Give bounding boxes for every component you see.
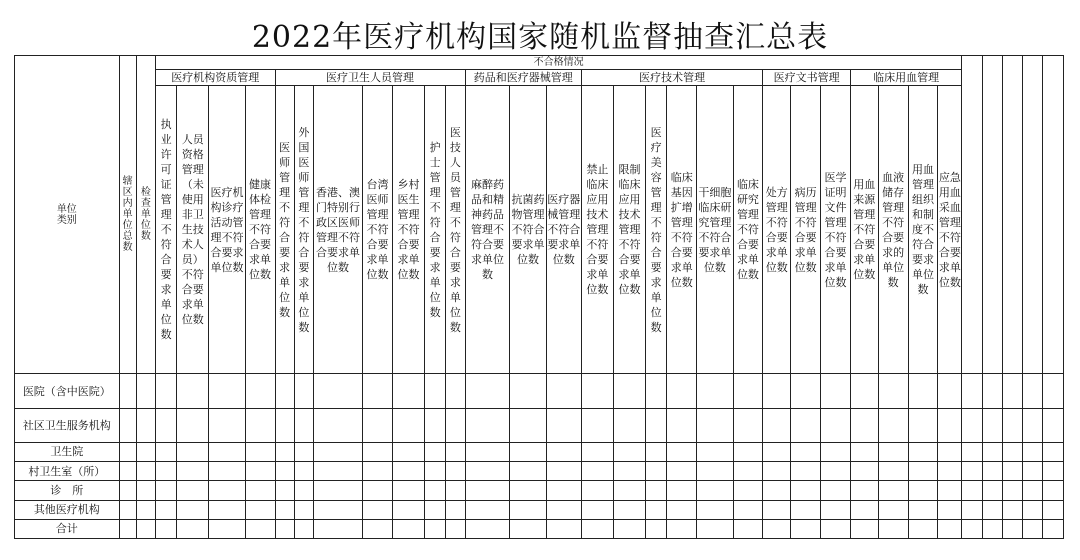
empty-cell bbox=[275, 500, 294, 519]
empty-cell bbox=[424, 519, 445, 538]
empty-cell bbox=[275, 481, 294, 500]
empty-cell bbox=[645, 442, 666, 461]
empty-cell bbox=[465, 481, 510, 500]
empty-cell bbox=[962, 481, 982, 500]
empty-cell bbox=[938, 462, 962, 481]
empty-cell bbox=[763, 500, 791, 519]
empty-cell bbox=[392, 442, 424, 461]
empty-cell bbox=[119, 442, 136, 461]
empty-cell bbox=[465, 374, 510, 408]
empty-cell bbox=[392, 500, 424, 519]
empty-cell bbox=[363, 462, 393, 481]
empty-cell bbox=[446, 519, 465, 538]
empty-cell bbox=[546, 462, 581, 481]
empty-cell bbox=[791, 519, 821, 538]
empty-cell bbox=[791, 408, 821, 442]
empty-cell bbox=[962, 408, 982, 442]
blank-header-cell bbox=[982, 56, 1002, 374]
empty-cell bbox=[363, 442, 393, 461]
empty-cell bbox=[546, 442, 581, 461]
empty-cell bbox=[1043, 374, 1064, 408]
empty-cell bbox=[821, 462, 851, 481]
empty-cell bbox=[667, 519, 697, 538]
column-header: 麻醉药品和精神药品管理不符合要求单位数 bbox=[465, 85, 510, 374]
empty-cell bbox=[763, 374, 791, 408]
empty-cell bbox=[581, 374, 613, 408]
empty-cell bbox=[546, 408, 581, 442]
row-label: 村卫生室（所） bbox=[15, 462, 120, 481]
empty-cell bbox=[667, 408, 697, 442]
empty-cell bbox=[982, 408, 1002, 442]
total-units-header: 辖区内单位总数 bbox=[119, 56, 136, 374]
empty-cell bbox=[424, 500, 445, 519]
empty-cell bbox=[850, 519, 878, 538]
column-header: 临床基因扩增管理不符合要求单位数 bbox=[667, 85, 697, 374]
empty-cell bbox=[763, 462, 791, 481]
empty-cell bbox=[294, 374, 313, 408]
empty-cell bbox=[645, 462, 666, 481]
empty-cell bbox=[313, 374, 362, 408]
empty-cell bbox=[938, 374, 962, 408]
empty-cell bbox=[177, 462, 209, 481]
empty-cell bbox=[294, 408, 313, 442]
blank-header-cell bbox=[962, 56, 982, 374]
empty-cell bbox=[791, 481, 821, 500]
table-row bbox=[15, 481, 1064, 500]
empty-cell bbox=[667, 500, 697, 519]
empty-cell bbox=[119, 408, 136, 442]
noncompliance-header: 不合格情况 bbox=[155, 56, 961, 70]
empty-cell bbox=[938, 500, 962, 519]
row-label: 卫生院 bbox=[15, 442, 120, 461]
empty-cell bbox=[878, 374, 908, 408]
empty-cell bbox=[1002, 519, 1022, 538]
empty-cell bbox=[1002, 374, 1022, 408]
group-header: 医疗文书管理 bbox=[763, 69, 851, 85]
empty-cell bbox=[878, 442, 908, 461]
empty-cell bbox=[1002, 408, 1022, 442]
empty-cell bbox=[581, 462, 613, 481]
empty-cell bbox=[313, 519, 362, 538]
empty-cell bbox=[209, 462, 245, 481]
empty-cell bbox=[294, 462, 313, 481]
empty-cell bbox=[581, 519, 613, 538]
empty-cell bbox=[791, 462, 821, 481]
empty-cell bbox=[982, 374, 1002, 408]
empty-cell bbox=[821, 442, 851, 461]
empty-cell bbox=[136, 408, 155, 442]
empty-cell bbox=[177, 519, 209, 538]
empty-cell bbox=[465, 519, 510, 538]
empty-cell bbox=[424, 408, 445, 442]
empty-cell bbox=[546, 500, 581, 519]
empty-cell bbox=[209, 519, 245, 538]
empty-cell bbox=[1002, 500, 1022, 519]
empty-cell bbox=[155, 442, 176, 461]
column-header: 香港、澳门特别行政区医师管理不符合要求单位数 bbox=[313, 85, 362, 374]
empty-cell bbox=[1043, 408, 1064, 442]
empty-cell bbox=[581, 481, 613, 500]
column-header: 干细胞临床研究管理不符合要求单位数 bbox=[697, 85, 733, 374]
empty-cell bbox=[392, 519, 424, 538]
empty-cell bbox=[850, 481, 878, 500]
summary-table bbox=[14, 55, 1064, 539]
column-header: 血液储存管理不符合要求的单位数 bbox=[878, 85, 908, 374]
empty-cell bbox=[136, 462, 155, 481]
empty-cell bbox=[1002, 481, 1022, 500]
empty-cell bbox=[209, 408, 245, 442]
empty-cell bbox=[510, 481, 546, 500]
column-header: 医师管理不符合要求单位数 bbox=[275, 85, 294, 374]
empty-cell bbox=[613, 500, 645, 519]
group-header: 医疗机构资质管理 bbox=[155, 69, 275, 85]
empty-cell bbox=[1043, 481, 1064, 500]
empty-cell bbox=[1002, 462, 1022, 481]
column-header: 抗菌药物管理不符合要求单位数 bbox=[510, 85, 546, 374]
empty-cell bbox=[275, 408, 294, 442]
table-row bbox=[15, 374, 1064, 408]
empty-cell bbox=[982, 500, 1002, 519]
empty-cell bbox=[424, 481, 445, 500]
empty-cell bbox=[465, 462, 510, 481]
empty-cell bbox=[155, 519, 176, 538]
empty-cell bbox=[1023, 519, 1043, 538]
empty-cell bbox=[908, 442, 938, 461]
empty-cell bbox=[733, 519, 763, 538]
empty-cell bbox=[962, 462, 982, 481]
column-header: 病历管理不符合要求单位数 bbox=[791, 85, 821, 374]
empty-cell bbox=[510, 374, 546, 408]
empty-cell bbox=[424, 462, 445, 481]
empty-cell bbox=[245, 500, 275, 519]
empty-cell bbox=[155, 408, 176, 442]
blank-header-cell bbox=[1023, 56, 1043, 374]
empty-cell bbox=[119, 374, 136, 408]
empty-cell bbox=[697, 462, 733, 481]
empty-cell bbox=[908, 462, 938, 481]
empty-cell bbox=[446, 408, 465, 442]
empty-cell bbox=[424, 374, 445, 408]
empty-cell bbox=[465, 500, 510, 519]
empty-cell bbox=[763, 408, 791, 442]
empty-cell bbox=[821, 500, 851, 519]
empty-cell bbox=[245, 481, 275, 500]
empty-cell bbox=[446, 442, 465, 461]
empty-cell bbox=[850, 500, 878, 519]
empty-cell bbox=[613, 462, 645, 481]
empty-cell bbox=[982, 442, 1002, 461]
empty-cell bbox=[313, 481, 362, 500]
empty-cell bbox=[155, 462, 176, 481]
empty-cell bbox=[313, 408, 362, 442]
empty-cell bbox=[177, 481, 209, 500]
table-row bbox=[15, 519, 1064, 538]
empty-cell bbox=[908, 374, 938, 408]
empty-cell bbox=[510, 408, 546, 442]
empty-cell bbox=[645, 408, 666, 442]
empty-cell bbox=[446, 481, 465, 500]
empty-cell bbox=[697, 374, 733, 408]
empty-cell bbox=[908, 500, 938, 519]
empty-cell bbox=[446, 500, 465, 519]
empty-cell bbox=[1043, 462, 1064, 481]
empty-cell bbox=[697, 519, 733, 538]
column-header: 台湾医师管理不符合要求单位数 bbox=[363, 85, 393, 374]
empty-cell bbox=[363, 481, 393, 500]
column-header: 医技人员管理不符合要求单位数 bbox=[446, 85, 465, 374]
column-header: 禁止临床应用技术管理不符合要求单位数 bbox=[581, 85, 613, 374]
empty-cell bbox=[546, 519, 581, 538]
empty-cell bbox=[136, 500, 155, 519]
empty-cell bbox=[791, 442, 821, 461]
empty-cell bbox=[1023, 481, 1043, 500]
empty-cell bbox=[821, 519, 851, 538]
column-header: 医学证明文件管理不符合要求单位数 bbox=[821, 85, 851, 374]
empty-cell bbox=[733, 500, 763, 519]
table-row bbox=[15, 462, 1064, 481]
group-header: 临床用血管理 bbox=[850, 69, 961, 85]
checked-units-header: 检查单位数 bbox=[136, 56, 155, 374]
empty-cell bbox=[697, 500, 733, 519]
empty-cell bbox=[938, 481, 962, 500]
empty-cell bbox=[275, 519, 294, 538]
empty-cell bbox=[581, 442, 613, 461]
empty-cell bbox=[613, 481, 645, 500]
empty-cell bbox=[294, 481, 313, 500]
empty-cell bbox=[791, 500, 821, 519]
empty-cell bbox=[177, 442, 209, 461]
empty-cell bbox=[209, 500, 245, 519]
empty-cell bbox=[581, 408, 613, 442]
column-header: 用血管理组织和制度不符合要求单位数 bbox=[908, 85, 938, 374]
table-row bbox=[15, 500, 1064, 519]
empty-cell bbox=[119, 462, 136, 481]
empty-cell bbox=[392, 481, 424, 500]
empty-cell bbox=[645, 481, 666, 500]
empty-cell bbox=[136, 374, 155, 408]
empty-cell bbox=[363, 500, 393, 519]
empty-cell bbox=[245, 408, 275, 442]
empty-cell bbox=[119, 481, 136, 500]
empty-cell bbox=[667, 481, 697, 500]
table-row bbox=[15, 408, 1064, 442]
empty-cell bbox=[850, 442, 878, 461]
empty-cell bbox=[908, 481, 938, 500]
empty-cell bbox=[209, 442, 245, 461]
empty-cell bbox=[245, 519, 275, 538]
empty-cell bbox=[613, 408, 645, 442]
empty-cell bbox=[613, 519, 645, 538]
empty-cell bbox=[313, 462, 362, 481]
empty-cell bbox=[363, 519, 393, 538]
table-row bbox=[15, 442, 1064, 461]
blank-header-cell bbox=[1043, 56, 1064, 374]
empty-cell bbox=[510, 500, 546, 519]
empty-cell bbox=[1043, 442, 1064, 461]
empty-cell bbox=[982, 462, 1002, 481]
empty-cell bbox=[667, 462, 697, 481]
empty-cell bbox=[546, 481, 581, 500]
group-header: 药品和医疗器械管理 bbox=[465, 69, 581, 85]
empty-cell bbox=[850, 374, 878, 408]
empty-cell bbox=[645, 374, 666, 408]
column-header: 临床研究管理不符合要求单位数 bbox=[733, 85, 763, 374]
empty-cell bbox=[136, 519, 155, 538]
empty-cell bbox=[209, 374, 245, 408]
group-header: 医疗技术管理 bbox=[581, 69, 762, 85]
empty-cell bbox=[581, 500, 613, 519]
column-header: 乡村医生管理不符合要求单位数 bbox=[392, 85, 424, 374]
empty-cell bbox=[878, 500, 908, 519]
empty-cell bbox=[1043, 500, 1064, 519]
empty-cell bbox=[938, 519, 962, 538]
empty-cell bbox=[177, 500, 209, 519]
empty-cell bbox=[850, 408, 878, 442]
empty-cell bbox=[938, 408, 962, 442]
empty-cell bbox=[763, 481, 791, 500]
column-header: 护士管理不符合要求单位数 bbox=[424, 85, 445, 374]
empty-cell bbox=[878, 462, 908, 481]
empty-cell bbox=[982, 481, 1002, 500]
empty-cell bbox=[763, 442, 791, 461]
empty-cell bbox=[363, 374, 393, 408]
empty-cell bbox=[821, 481, 851, 500]
empty-cell bbox=[136, 442, 155, 461]
empty-cell bbox=[697, 408, 733, 442]
empty-cell bbox=[446, 462, 465, 481]
empty-cell bbox=[155, 374, 176, 408]
row-label: 诊 所 bbox=[15, 481, 120, 500]
empty-cell bbox=[546, 374, 581, 408]
empty-cell bbox=[697, 481, 733, 500]
empty-cell bbox=[155, 500, 176, 519]
empty-cell bbox=[294, 442, 313, 461]
empty-cell bbox=[733, 481, 763, 500]
empty-cell bbox=[424, 442, 445, 461]
empty-cell bbox=[613, 374, 645, 408]
empty-cell bbox=[982, 519, 1002, 538]
empty-cell bbox=[962, 519, 982, 538]
empty-cell bbox=[962, 442, 982, 461]
empty-cell bbox=[667, 374, 697, 408]
empty-cell bbox=[313, 500, 362, 519]
empty-cell bbox=[510, 442, 546, 461]
empty-cell bbox=[245, 374, 275, 408]
empty-cell bbox=[177, 374, 209, 408]
empty-cell bbox=[275, 442, 294, 461]
empty-cell bbox=[938, 442, 962, 461]
group-header: 医疗卫生人员管理 bbox=[275, 69, 465, 85]
empty-cell bbox=[294, 519, 313, 538]
empty-cell bbox=[962, 374, 982, 408]
empty-cell bbox=[645, 519, 666, 538]
empty-cell bbox=[613, 442, 645, 461]
empty-cell bbox=[209, 481, 245, 500]
empty-cell bbox=[1023, 500, 1043, 519]
empty-cell bbox=[275, 462, 294, 481]
empty-cell bbox=[878, 408, 908, 442]
empty-cell bbox=[1002, 442, 1022, 461]
column-header: 医疗器械管理不符合要求单位数 bbox=[546, 85, 581, 374]
column-header: 外国医师管理不符合要求单位数 bbox=[294, 85, 313, 374]
column-header: 应急用血采血管理不符合要求单位数 bbox=[938, 85, 962, 374]
column-header: 限制临床应用技术管理不符合要求单位数 bbox=[613, 85, 645, 374]
empty-cell bbox=[465, 442, 510, 461]
empty-cell bbox=[1023, 374, 1043, 408]
empty-cell bbox=[1023, 408, 1043, 442]
empty-cell bbox=[962, 500, 982, 519]
column-header: 人员资格管理（未使用非卫生技术人员）不符合要求单位数 bbox=[177, 85, 209, 374]
page-title: 2022年医疗机构国家随机监督抽查汇总表 bbox=[251, 20, 829, 55]
empty-cell bbox=[908, 408, 938, 442]
empty-cell bbox=[119, 519, 136, 538]
empty-cell bbox=[733, 462, 763, 481]
empty-cell bbox=[155, 481, 176, 500]
unit-category-header: 单位 类别 bbox=[15, 56, 120, 374]
column-header: 用血来源管理不符合要求单位数 bbox=[850, 85, 878, 374]
empty-cell bbox=[136, 481, 155, 500]
empty-cell bbox=[645, 500, 666, 519]
empty-cell bbox=[294, 500, 313, 519]
empty-cell bbox=[392, 462, 424, 481]
empty-cell bbox=[878, 519, 908, 538]
empty-cell bbox=[313, 442, 362, 461]
empty-cell bbox=[667, 442, 697, 461]
column-header: 医疗美容管理不符合要求单位数 bbox=[645, 85, 666, 374]
empty-cell bbox=[821, 408, 851, 442]
empty-cell bbox=[363, 408, 393, 442]
empty-cell bbox=[791, 374, 821, 408]
empty-cell bbox=[392, 408, 424, 442]
column-header: 处方管理不符合要求单位数 bbox=[763, 85, 791, 374]
blank-header-cell bbox=[1002, 56, 1022, 374]
row-label: 社区卫生服务机构 bbox=[15, 408, 120, 442]
empty-cell bbox=[510, 462, 546, 481]
empty-cell bbox=[878, 481, 908, 500]
empty-cell bbox=[510, 519, 546, 538]
column-header: 医疗机构诊疗活动管理不符合要求单位数 bbox=[209, 85, 245, 374]
empty-cell bbox=[465, 408, 510, 442]
empty-cell bbox=[908, 519, 938, 538]
row-label: 合计 bbox=[15, 519, 120, 538]
empty-cell bbox=[245, 462, 275, 481]
empty-cell bbox=[733, 408, 763, 442]
empty-cell bbox=[245, 442, 275, 461]
row-label: 其他医疗机构 bbox=[15, 500, 120, 519]
column-header: 健康体检管理不符合要求单位数 bbox=[245, 85, 275, 374]
empty-cell bbox=[1043, 519, 1064, 538]
row-label: 医院（含中医院） bbox=[15, 374, 120, 408]
empty-cell bbox=[763, 519, 791, 538]
empty-cell bbox=[821, 374, 851, 408]
empty-cell bbox=[177, 408, 209, 442]
empty-cell bbox=[275, 374, 294, 408]
empty-cell bbox=[1023, 462, 1043, 481]
column-header: 执业许可证管理不符合要求单位数 bbox=[155, 85, 176, 374]
empty-cell bbox=[697, 442, 733, 461]
empty-cell bbox=[446, 374, 465, 408]
empty-cell bbox=[850, 462, 878, 481]
empty-cell bbox=[733, 442, 763, 461]
empty-cell bbox=[119, 500, 136, 519]
empty-cell bbox=[1023, 442, 1043, 461]
empty-cell bbox=[733, 374, 763, 408]
empty-cell bbox=[392, 374, 424, 408]
